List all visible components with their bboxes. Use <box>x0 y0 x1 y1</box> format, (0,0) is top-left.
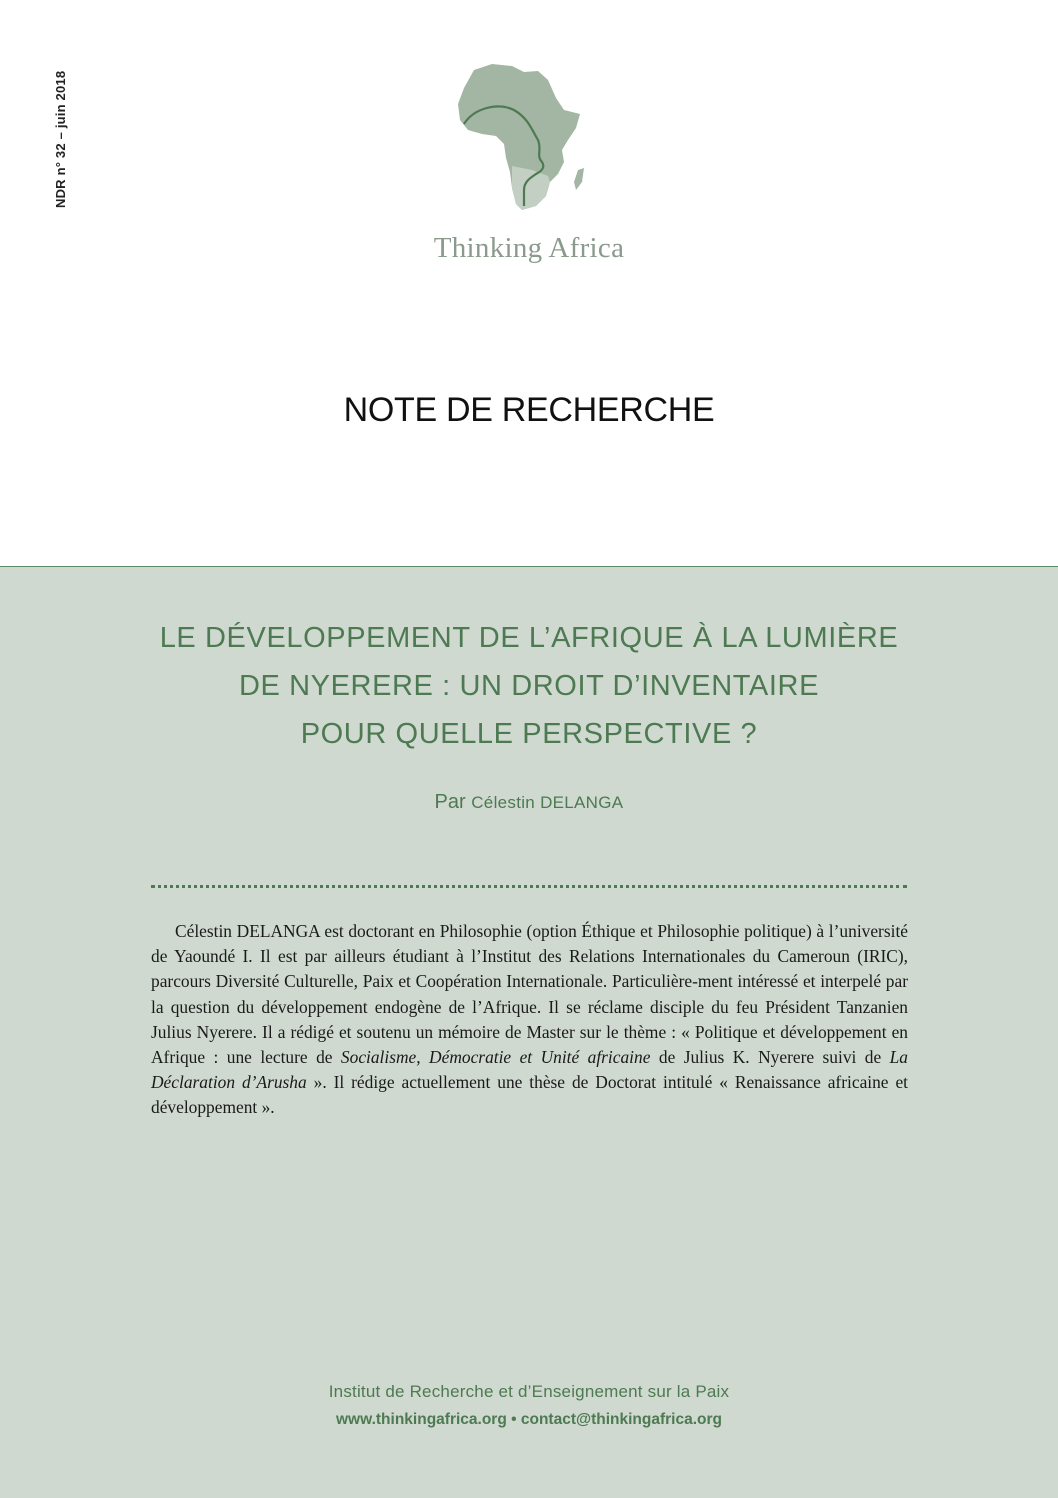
title-line: POUR QUELLE PERSPECTIVE ? <box>300 718 758 750</box>
issue-label: NDR n° 32 – juin 2018 <box>53 70 68 208</box>
footer-contact <box>0 1411 1058 1429</box>
bio-text: de Julius K. Nyerere suivi de <box>650 1047 890 1068</box>
bio-text: Célestin DELANGA est doctorant en Philosophie (option Éthique et Philosophie politique) à l’université de Yaoundé I. Il est par ailleurs étudiant à l’Institut des Relations Internationales du Cameroun (IRIC), parcours Diversité Culturelle, Paix et Coopération Internationale. Particulière-ment intéressé et interpelé par la question du développement endogène de l’Afrique. Il se réclame disciple du feu Président Tanzanien Julius Nyerere. Il a rédigé et soutenu un mémoire de Master sur le thème : « Politique et développement en Afrique : une lecture de <box>151 921 908 1068</box>
title-line: LE DÉVELOPPEMENT DE L’AFRIQUE À LA LUMIÈRE <box>159 622 899 654</box>
author-bio <box>151 919 908 1121</box>
bio-book-title: Socialisme, Démocratie et Unité africaine <box>340 1047 651 1068</box>
byline <box>0 791 1058 814</box>
madagascar-shape <box>574 168 584 190</box>
email-link[interactable]: contact@thinkingafrica.org <box>520 1411 722 1428</box>
website-link[interactable]: www.thinkingafrica.org <box>336 1411 507 1428</box>
document-type: NOTE DE RECHERCHE <box>343 391 715 429</box>
bio-book-title: La Déclaration d’Arusha <box>151 1047 909 1093</box>
separator: • <box>506 1411 521 1428</box>
dotted-divider <box>151 885 907 888</box>
author-name: Célestin DELANGA <box>471 793 624 812</box>
africa-map-logo <box>452 58 588 218</box>
byline-prefix: Par <box>434 791 466 813</box>
bio-text: ». Il rédige actuellement une thèse de Doctorat intitulé « Renaissance africaine et développement ». <box>151 1072 908 1118</box>
title-line: DE NYERERE : UN DROIT D’INVENTAIRE <box>238 670 820 702</box>
institute-name: Institut de Recherche et d’Enseignement sur la Paix <box>328 1382 730 1401</box>
document-title <box>100 614 958 758</box>
brand-name: Thinking Africa <box>433 232 625 264</box>
